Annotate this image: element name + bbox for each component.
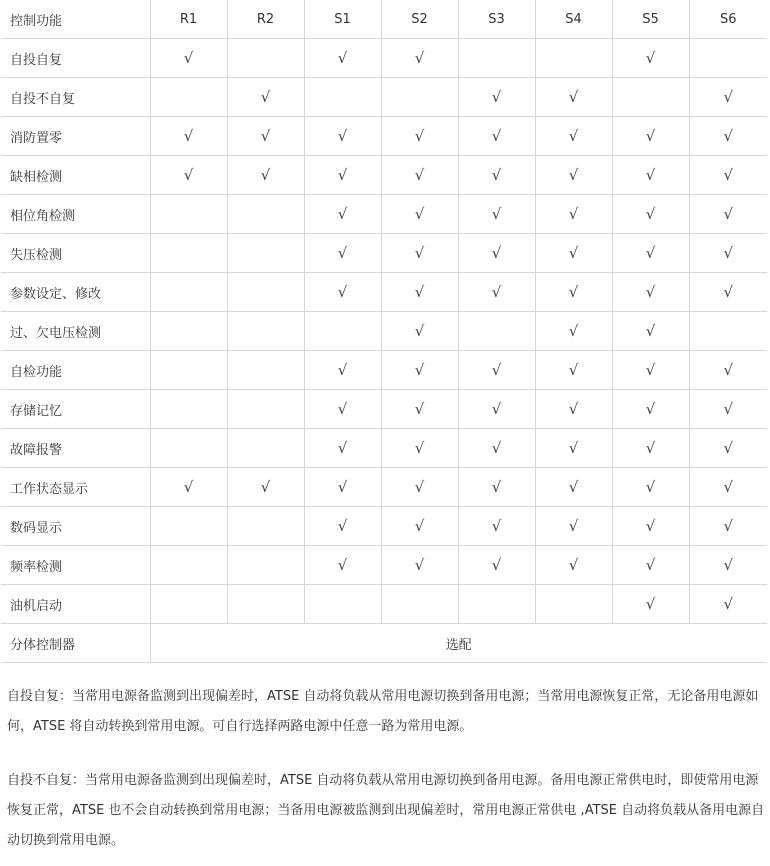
header-model-r1: R1 [150, 0, 227, 39]
empty-cell [381, 78, 458, 117]
empty-cell [150, 273, 227, 312]
check-mark: √ [458, 273, 535, 312]
check-mark: √ [227, 156, 304, 195]
header-model-r2: R2 [227, 0, 304, 39]
empty-cell [227, 429, 304, 468]
check-mark: √ [689, 234, 767, 273]
check-mark: √ [612, 585, 689, 624]
check-mark: √ [612, 117, 689, 156]
empty-cell [150, 507, 227, 546]
check-mark: √ [689, 390, 767, 429]
check-mark: √ [150, 156, 227, 195]
table-row [1, 234, 767, 273]
check-mark: √ [381, 429, 458, 468]
empty-cell [150, 429, 227, 468]
check-mark: √ [381, 117, 458, 156]
check-mark: √ [381, 273, 458, 312]
empty-cell [535, 39, 612, 78]
check-mark: √ [304, 273, 381, 312]
check-mark: √ [304, 546, 381, 585]
check-mark: √ [612, 390, 689, 429]
check-mark: √ [612, 156, 689, 195]
check-mark: √ [612, 312, 689, 351]
check-mark: √ [535, 390, 612, 429]
empty-cell [381, 585, 458, 624]
check-mark: √ [304, 390, 381, 429]
empty-cell [458, 39, 535, 78]
check-mark: √ [381, 312, 458, 351]
empty-cell [304, 312, 381, 351]
check-mark: √ [381, 351, 458, 390]
optional-value: 选配 [150, 624, 767, 663]
table-row [1, 273, 767, 312]
feature-name: 过、欠电压检测 [1, 312, 150, 351]
table-row [1, 39, 767, 78]
table-header-row [1, 0, 767, 39]
empty-cell [227, 195, 304, 234]
empty-cell [227, 390, 304, 429]
check-mark: √ [689, 273, 767, 312]
check-mark: √ [535, 546, 612, 585]
check-mark: √ [612, 39, 689, 78]
empty-cell [150, 78, 227, 117]
empty-cell [535, 585, 612, 624]
feature-name: 工作状态显示 [1, 468, 150, 507]
header-model-s1: S1 [304, 0, 381, 39]
table-row [1, 351, 767, 390]
check-mark: √ [689, 585, 767, 624]
empty-cell [458, 585, 535, 624]
header-model-s6: S6 [689, 0, 767, 39]
check-mark: √ [458, 156, 535, 195]
header-feature: 控制功能 [1, 0, 150, 39]
check-mark: √ [304, 351, 381, 390]
check-mark: √ [535, 195, 612, 234]
feature-name: 参数设定、修改 [1, 273, 150, 312]
check-mark: √ [304, 195, 381, 234]
check-mark: √ [304, 156, 381, 195]
check-mark: √ [535, 117, 612, 156]
empty-cell [689, 312, 767, 351]
empty-cell [227, 351, 304, 390]
feature-name: 数码显示 [1, 507, 150, 546]
empty-cell [227, 585, 304, 624]
feature-name: 油机启动 [1, 585, 150, 624]
feature-name: 存储记忆 [1, 390, 150, 429]
check-mark: √ [458, 429, 535, 468]
check-mark: √ [535, 468, 612, 507]
table-row [1, 390, 767, 429]
check-mark: √ [612, 507, 689, 546]
header-model-s5: S5 [612, 0, 689, 39]
check-mark: √ [458, 546, 535, 585]
feature-name: 频率检测 [1, 546, 150, 585]
feature-name: 故障报警 [1, 429, 150, 468]
check-mark: √ [304, 468, 381, 507]
empty-cell [150, 585, 227, 624]
check-mark: √ [304, 507, 381, 546]
check-mark: √ [458, 390, 535, 429]
check-mark: √ [689, 351, 767, 390]
check-mark: √ [689, 195, 767, 234]
check-mark: √ [381, 195, 458, 234]
check-mark: √ [381, 546, 458, 585]
table-row [1, 78, 767, 117]
feature-name: 消防置零 [1, 117, 150, 156]
check-mark: √ [458, 195, 535, 234]
check-mark: √ [689, 156, 767, 195]
check-mark: √ [689, 78, 767, 117]
check-mark: √ [381, 156, 458, 195]
table-row [1, 117, 767, 156]
check-mark: √ [381, 390, 458, 429]
feature-name: 失压检测 [1, 234, 150, 273]
check-mark: √ [304, 39, 381, 78]
check-mark: √ [458, 78, 535, 117]
table-row [1, 195, 767, 234]
check-mark: √ [612, 273, 689, 312]
notes [7, 682, 767, 856]
feature-table [1, 0, 767, 663]
note-auto-recover: 自投自复：当常用电源备监测到出现偏差时，ATSE 自动将负载从常用电源切换到备用电源；当常用电源恢复正常，无论备用电源如何，ATSE 将自动转换到常用电源。可自行选择两路电源中任意一路为常用电源。 [7, 689, 759, 734]
header-model-s3: S3 [458, 0, 535, 39]
empty-cell [150, 234, 227, 273]
check-mark: √ [612, 351, 689, 390]
check-mark: √ [227, 117, 304, 156]
table-row [1, 156, 767, 195]
check-mark: √ [304, 234, 381, 273]
empty-cell [227, 312, 304, 351]
check-mark: √ [458, 507, 535, 546]
check-mark: √ [612, 429, 689, 468]
header-model-s4: S4 [535, 0, 612, 39]
check-mark: √ [689, 546, 767, 585]
empty-cell [227, 507, 304, 546]
empty-cell [150, 312, 227, 351]
table-row-split-controller [1, 624, 767, 663]
check-mark: √ [458, 117, 535, 156]
check-mark: √ [150, 117, 227, 156]
empty-cell [150, 195, 227, 234]
check-mark: √ [612, 546, 689, 585]
check-mark: √ [689, 468, 767, 507]
empty-cell [150, 351, 227, 390]
check-mark: √ [689, 117, 767, 156]
check-mark: √ [535, 273, 612, 312]
empty-cell [150, 390, 227, 429]
empty-cell [227, 39, 304, 78]
feature-name: 自投自复 [1, 39, 150, 78]
check-mark: √ [227, 468, 304, 507]
check-mark: √ [535, 312, 612, 351]
empty-cell [689, 39, 767, 78]
check-mark: √ [381, 507, 458, 546]
feature-table-body [1, 0, 767, 663]
check-mark: √ [304, 429, 381, 468]
check-mark: √ [612, 468, 689, 507]
note-auto-no-recover: 自投不自复：当常用电源备监测到出现偏差时，ATSE 自动将负载从常用电源切换到备用电源。备用电源正常供电时，即使常用电源恢复正常，ATSE 也不会自动转换到常用电源；当备用电源被监测到出现偏差时，常用电源正常供电 ,ATSE 自动将负载从备用电源自动切换到常用电源。 [7, 773, 765, 848]
empty-cell [150, 546, 227, 585]
feature-name: 缺相检测 [1, 156, 150, 195]
feature-name: 自检功能 [1, 351, 150, 390]
empty-cell [227, 546, 304, 585]
empty-cell [227, 273, 304, 312]
check-mark: √ [227, 78, 304, 117]
empty-cell [304, 78, 381, 117]
check-mark: √ [535, 429, 612, 468]
check-mark: √ [612, 195, 689, 234]
check-mark: √ [689, 429, 767, 468]
check-mark: √ [458, 468, 535, 507]
empty-cell [304, 585, 381, 624]
check-mark: √ [535, 156, 612, 195]
check-mark: √ [381, 39, 458, 78]
feature-name: 分体控制器 [1, 624, 150, 663]
table-row [1, 468, 767, 507]
check-mark: √ [381, 234, 458, 273]
table-row [1, 429, 767, 468]
check-mark: √ [612, 234, 689, 273]
check-mark: √ [304, 117, 381, 156]
table-row [1, 312, 767, 351]
table-row [1, 507, 767, 546]
check-mark: √ [150, 468, 227, 507]
check-mark: √ [381, 468, 458, 507]
check-mark: √ [535, 234, 612, 273]
check-mark: √ [535, 78, 612, 117]
empty-cell [458, 312, 535, 351]
feature-name: 自投不自复 [1, 78, 150, 117]
check-mark: √ [458, 351, 535, 390]
check-mark: √ [689, 507, 767, 546]
empty-cell [227, 234, 304, 273]
check-mark: √ [535, 351, 612, 390]
table-row [1, 585, 767, 624]
table-row [1, 546, 767, 585]
empty-cell [612, 78, 689, 117]
check-mark: √ [458, 234, 535, 273]
header-model-s2: S2 [381, 0, 458, 39]
check-mark: √ [150, 39, 227, 78]
check-mark: √ [535, 507, 612, 546]
feature-name: 相位角检测 [1, 195, 150, 234]
